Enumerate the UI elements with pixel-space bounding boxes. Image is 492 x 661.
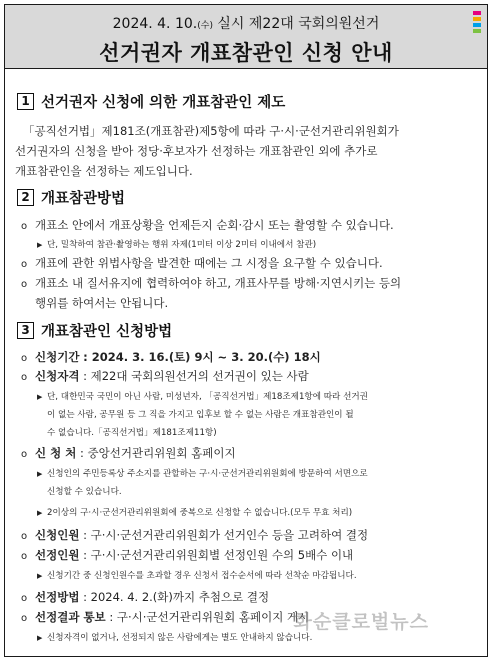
period-label: 신청기간	[35, 350, 80, 364]
section-number: 1	[17, 93, 34, 110]
where-value: : 중앙선거관리위원회 홈페이지	[80, 446, 236, 460]
bullet: o	[21, 279, 28, 290]
section-title: 개표참관방법	[41, 191, 126, 207]
notice-header	[5, 5, 487, 69]
notice-frame	[4, 4, 488, 657]
list-note-text: 단, 밀착하여 참관·촬영하는 행위 자제(1미터 이상 2미터 이내에서 참관)	[47, 240, 317, 250]
section-1-line: 「공직선거법」제181조(개표참관)제5항에 따라 구·시·군선거관리위원회가	[23, 124, 399, 138]
section-1-line: 개표참관인을 선정하는 제도입니다.	[15, 164, 193, 178]
triangle-icon: ▶	[37, 470, 43, 478]
list-item-continued: 행위를 하여서는 안됩니다.	[35, 296, 169, 310]
list-item-text: 개표소 내 질서유지에 협력하여야 하고, 개표사무를 방해·지연시키는 등의	[35, 276, 402, 290]
count-label: 신청인원	[35, 528, 80, 542]
where-note	[37, 467, 368, 479]
section-1-heading	[17, 91, 285, 112]
bullet: o	[21, 449, 28, 460]
date-rest: 실시 제22대 국회의원선거	[212, 16, 380, 32]
triangle-icon: ▶	[37, 241, 43, 249]
selected-value: : 구·시·군선거관리위원회별 선정인원 수의 5배수 이내	[83, 548, 354, 562]
method-label: 선정방법	[35, 590, 80, 604]
page-title: 선거권자 개표참관인 신청 안내	[99, 41, 393, 65]
eligibility-value: : 제22대 국회의원선거의 선거권이 있는 사람	[83, 369, 309, 383]
section-1-line: 선거권자의 신청을 받아 정당·후보자가 선정하는 개표참관인 외에 추가로	[15, 144, 378, 158]
section-3-heading	[17, 320, 172, 341]
section-title: 개표참관인 신청방법	[41, 324, 173, 340]
where-note: 신청할 수 있습니다.	[47, 487, 122, 497]
note-text: 신청인의 주민등록상 주소지를 관할하는 구·시·군선거관리위원회에 방문하여 서면으로	[47, 469, 368, 479]
bullet: o	[21, 613, 28, 624]
method-row	[21, 589, 269, 605]
selected-row	[21, 547, 353, 563]
selected-note	[37, 569, 357, 581]
bullet: o	[21, 531, 28, 542]
count-value: : 구·시·군선거관리위원회가 선거인수 등을 고려하여 결정	[83, 528, 369, 542]
bullet: o	[21, 259, 28, 270]
eligibility-note	[37, 390, 368, 402]
note-text: 신청자격이 없거나, 선정되지 않은 사람에게는 별도 안내하지 않습니다.	[47, 633, 313, 643]
count-row	[21, 527, 368, 543]
triangle-icon: ▶	[37, 393, 43, 401]
election-date	[5, 13, 487, 33]
triangle-icon: ▶	[37, 634, 43, 642]
list-item	[21, 255, 383, 271]
section-title: 선거권자 신청에 의한 개표참관인 제도	[41, 95, 286, 111]
bullet: o	[21, 353, 28, 364]
eligibility-note: 이 없는 사람, 공무원 등 그 직을 가지고 입후보 할 수 없는 사람은 개표참관인이 될	[47, 410, 354, 420]
note-text: 단, 대한민국 국민이 아닌 사람, 미성년자, 「공직선거법」제18조제1항에 따라 선거권	[47, 392, 368, 402]
result-row	[21, 609, 309, 625]
note-text: 2이상의 구·시·군선거관리위원회에 중복으로 신청할 수 없습니다.(모두 무효 처리)	[47, 508, 353, 518]
list-item	[21, 217, 394, 233]
bullet: o	[21, 551, 28, 562]
result-label: 선정결과 통보	[35, 610, 106, 624]
eligibility-row	[21, 368, 309, 384]
bullet: o	[21, 221, 28, 232]
result-value: : 구·시·군선거관리위원회 홈페이지 게시	[109, 610, 310, 624]
note-text: 신청기간 중 신청인원수를 초과할 경우 신청서 접수순서에 따라 선착순 마감됩니다.	[47, 571, 357, 581]
section-number: 3	[17, 322, 34, 339]
section-2-heading	[17, 187, 125, 208]
bullet: o	[21, 593, 28, 604]
eligibility-label: 신청자격	[35, 369, 80, 383]
list-item-text: 개표에 관한 위법사항을 발견한 때에는 그 시정을 요구할 수 있습니다.	[35, 256, 383, 270]
period-value: : 2024. 3. 16.(토) 9시 ~ 3. 20.(수) 18시	[83, 350, 321, 364]
method-value: : 2024. 4. 2.(화)까지 추첨으로 결정	[83, 590, 270, 604]
where-note	[37, 506, 352, 518]
triangle-icon: ▶	[37, 572, 43, 580]
selected-label: 선정인원	[35, 548, 80, 562]
watermark-logo: 화순클로벌뉴스	[293, 611, 429, 633]
eligibility-note: 수 없습니다.「공직선거법」제181조제11항)	[47, 428, 217, 438]
list-note	[37, 238, 316, 250]
date-main: 2024. 4. 10.	[112, 16, 198, 32]
result-note	[37, 631, 312, 643]
where-label: 신 청 처	[35, 446, 77, 460]
list-item-text: 개표소 안에서 개표상황을 언제든지 순회·감시 또는 촬영할 수 있습니다.	[35, 218, 394, 232]
period-row	[21, 349, 321, 365]
triangle-icon: ▶	[37, 509, 43, 517]
where-row	[21, 445, 236, 461]
list-item	[21, 275, 401, 291]
date-day: (수)	[197, 21, 213, 31]
bullet: o	[21, 372, 28, 383]
section-number: 2	[17, 189, 34, 206]
